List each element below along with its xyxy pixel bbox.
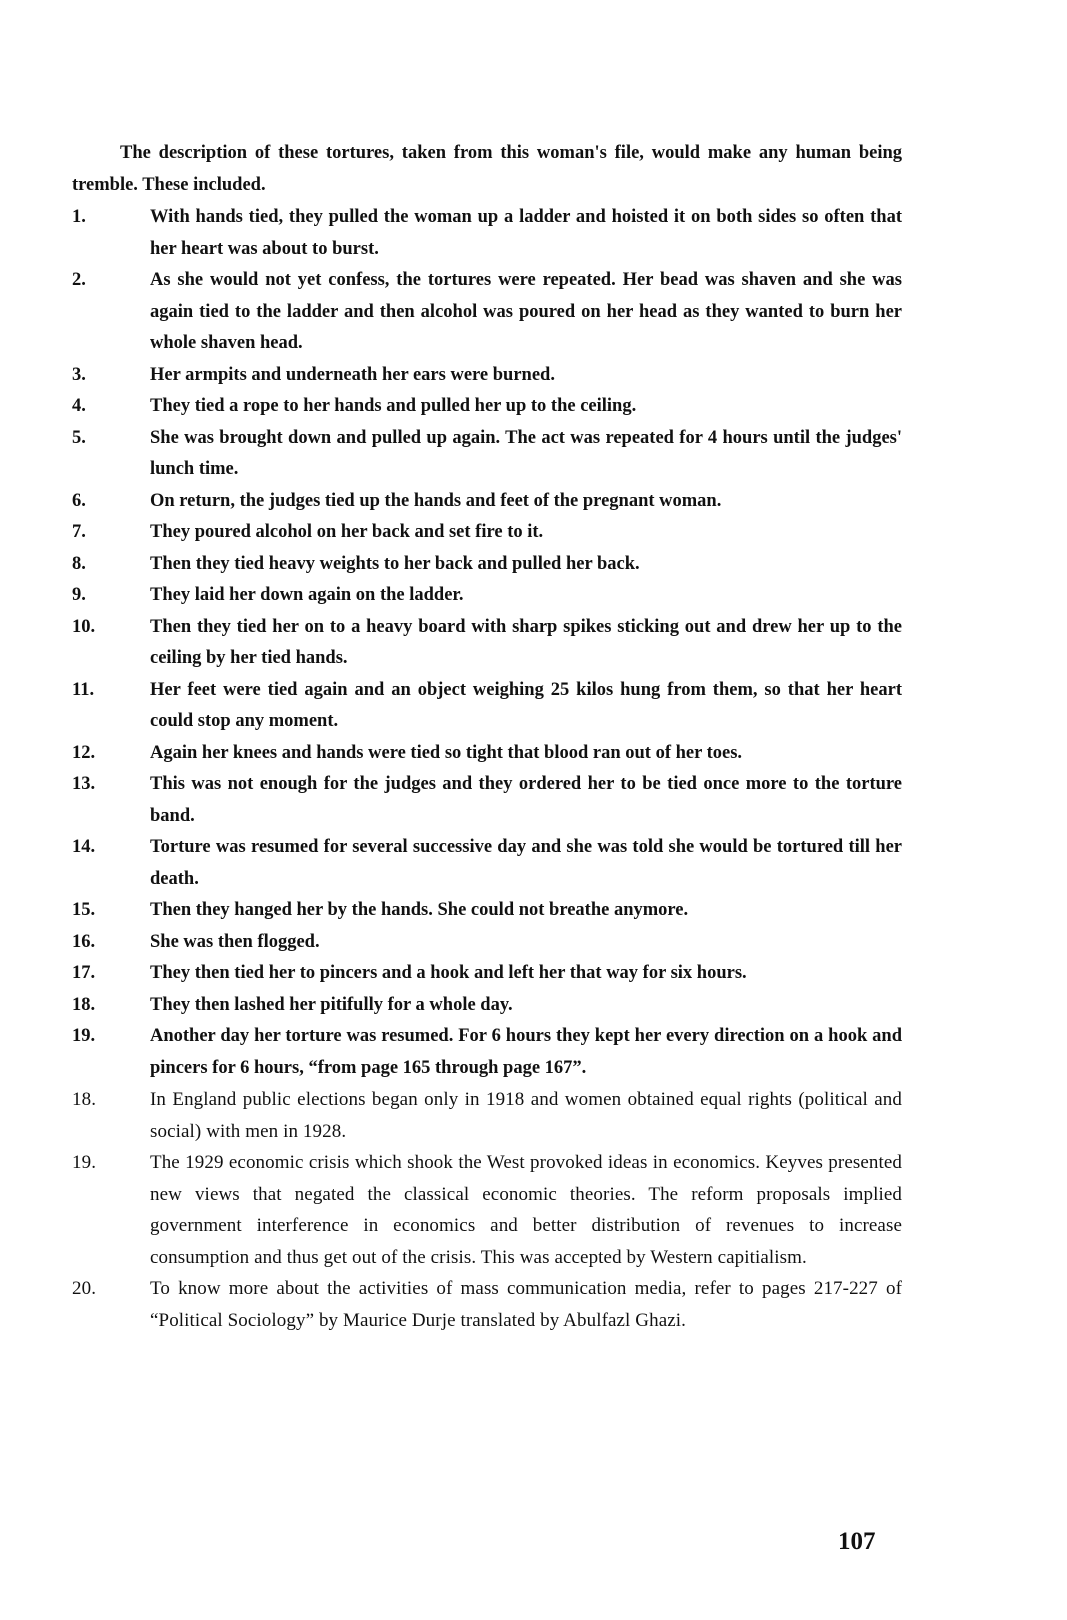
item-text: She was brought down and pulled up again. The act was repeated for 4 hours until the judges' lunch time. — [150, 427, 902, 479]
list-item — [72, 927, 902, 959]
item-number: 1. — [72, 207, 86, 227]
footnote-item — [72, 1273, 902, 1336]
list-item — [72, 486, 902, 518]
item-number: 4. — [72, 396, 86, 416]
list-item — [72, 895, 902, 927]
footnote-number: 18. — [72, 1089, 97, 1110]
item-text: As she would not yet confess, the tortures were repeated. Her bead was shaven and she was again tied to the ladder and then alcohol was poured on her head as they wanted to burn her whole shaven head. — [150, 270, 902, 353]
list-item — [72, 832, 902, 895]
item-number: 12. — [72, 742, 96, 763]
item-number: 2. — [72, 270, 86, 290]
item-text: Then they tied heavy weights to her back and pulled her back. — [150, 553, 640, 574]
page-number: 107 — [838, 1528, 876, 1555]
item-text: With hands tied, they pulled the woman up a ladder and hoisted it on both sides so often that her heart was about to burst. — [150, 207, 902, 259]
list-item — [72, 517, 902, 549]
list-item — [72, 423, 902, 486]
footnote-item — [72, 1084, 902, 1147]
item-number: 6. — [72, 490, 86, 511]
item-text: Then they hanged her by the hands. She could not breathe anymore. — [150, 900, 689, 920]
footnote-number: 20. — [72, 1278, 97, 1299]
item-number: 19. — [72, 1026, 96, 1046]
item-text: She was then flogged. — [150, 931, 320, 952]
item-text: Her armpits and underneath her ears were burned. — [150, 364, 555, 385]
item-number: 11. — [72, 679, 95, 700]
item-number: 18. — [72, 994, 96, 1015]
item-text: They poured alcohol on her back and set fire to it. — [150, 522, 544, 542]
list-item — [72, 612, 902, 675]
item-number: 13. — [72, 774, 96, 794]
item-number: 5. — [72, 427, 86, 448]
list-item — [72, 675, 902, 738]
list-item — [72, 360, 902, 392]
numbered-list — [72, 202, 902, 1336]
item-number: 9. — [72, 585, 86, 605]
footnote-item — [72, 1147, 902, 1273]
item-text: Then they tied her on to a heavy board with sharp spikes sticking out and drew her up to the ceiling by her tied hands. — [150, 616, 902, 668]
list-item — [72, 202, 902, 265]
item-number: 17. — [72, 963, 96, 983]
item-text: On return, the judges tied up the hands and feet of the pregnant woman. — [150, 490, 722, 511]
item-text: They then tied her to pincers and a hook and left her that way for six hours. — [150, 963, 747, 983]
footnote-text: To know more about the activities of mass communication media, refer to pages 217-227 of “Political Sociology” by Maurice Durje translated by Abulfazl Ghazi. — [150, 1278, 902, 1331]
item-text: They laid her down again on the ladder. — [150, 585, 464, 605]
item-text: They then lashed her pitifully for a whole day. — [150, 994, 513, 1015]
list-item — [72, 1021, 902, 1084]
list-item — [72, 769, 902, 832]
item-text: Another day her torture was resumed. For 6 hours they kept her every direction on a hook and pincers for 6 hours, “from page 165 through page 167”. — [150, 1026, 902, 1078]
list-item — [72, 391, 902, 423]
list-item — [72, 738, 902, 770]
footnote-text: In England public elections began only in 1918 and women obtained equal rights (political and social) with men in 1928. — [150, 1089, 902, 1142]
footnote-text: The 1929 economic crisis which shook the West provoked ideas in economics. Keyves presented new views that negated the classical economic theories. The reform proposals implied government interference in economics and better distribution of revenues to increase consumption and thus get out of the crisis. This was accepted by Western capitialism. — [150, 1152, 902, 1268]
list-item — [72, 580, 902, 612]
item-number: 3. — [72, 364, 86, 385]
intro-paragraph: The description of these tortures, taken from this woman's file, would make any human being tremble. These included. — [72, 143, 902, 195]
item-number: 8. — [72, 553, 86, 574]
item-text: This was not enough for the judges and they ordered her to be tied once more to the torture band. — [150, 774, 902, 826]
item-text: They tied a rope to her hands and pulled her up to the ceiling. — [150, 396, 637, 416]
item-text: Her feet were tied again and an object weighing 25 kilos hung from them, so that her heart could stop any moment. — [150, 679, 902, 731]
item-text: Again her knees and hands were tied so tight that blood ran out of her toes. — [150, 742, 743, 763]
list-item — [72, 958, 902, 990]
item-number: 14. — [72, 837, 96, 857]
item-number: 16. — [72, 931, 96, 952]
item-number: 15. — [72, 900, 96, 920]
list-item — [72, 990, 902, 1022]
footnote-number: 19. — [72, 1152, 97, 1173]
list-item — [72, 549, 902, 581]
item-number: 10. — [72, 616, 96, 637]
item-number: 7. — [72, 522, 86, 542]
list-item — [72, 265, 902, 360]
item-text: Torture was resumed for several successive day and she was told she would be tortured till her death. — [150, 837, 902, 889]
